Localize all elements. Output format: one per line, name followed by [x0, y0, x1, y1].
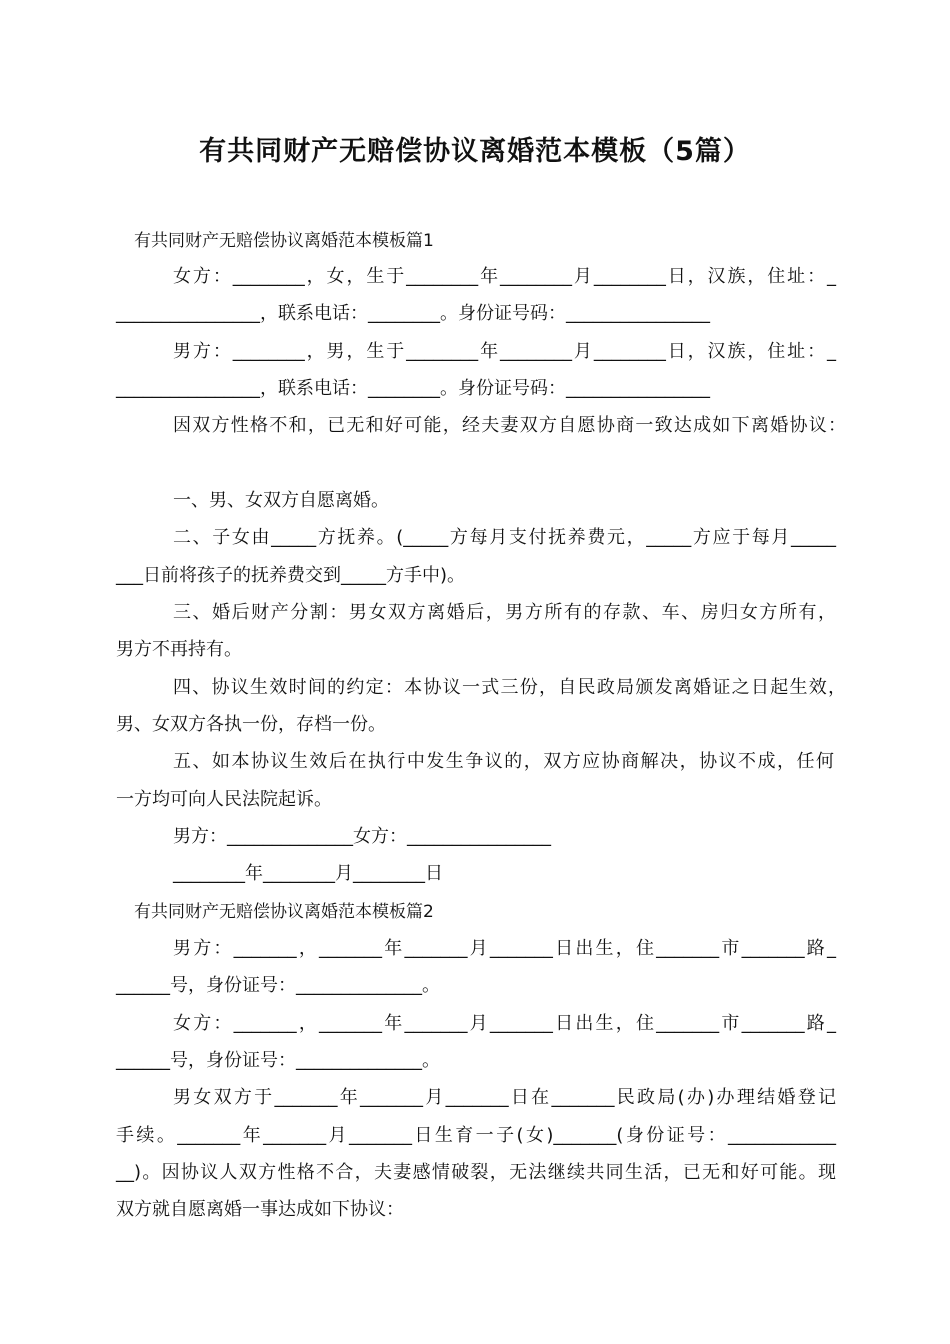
clause-4-line-1: 四、协议生效时间的约定：本协议一式三份，自民政局颁发离婚证之日起生效，: [173, 677, 846, 698]
child-birth-line: 手续。_______年_______月_______日生育一子(女)_______(身份证号：____________: [116, 1125, 836, 1146]
clause-3-line-1: 三、婚后财产分割：男女双方离婚后，男方所有的存款、车、房归女方所有，: [173, 602, 836, 623]
clause-5-line-2: 一方均可向人民法院起诉。: [116, 789, 332, 810]
clause-2-line-2: ___日前将孩子的抚养费交到_____方手中)。: [116, 565, 466, 586]
husband-contact-line: ________________，联系电话：________。身份证号码：________________: [116, 378, 710, 399]
clause-4-line-2: 男、女双方各执一份，存档一份。: [116, 714, 386, 735]
reason-line: __)。因协议人双方性格不合，夫妻感情破裂，无法继续共同生活，已无和好可能。现: [116, 1162, 836, 1183]
wife-info-line: 女方：________，女，生于________年________月________日，汉族，住址：_: [173, 266, 836, 287]
husband-info-line-2: 男方：_______，_______年_______月_______日出生，住_______市_______路_: [173, 938, 836, 959]
husband-info-line: 男方：________，男，生于________年________月________日，汉族，住址：_: [173, 341, 836, 362]
clause-2-line-1: 二、子女由_____方抚养。(_____方每月支付抚养费元，_____方应于每月_____: [173, 527, 836, 548]
clause-3-line-2: 男方不再持有。: [116, 639, 242, 660]
section-heading-1: 有共同财产无赔偿协议离婚范本模板篇1: [134, 231, 434, 251]
husband-id-line-2: ______号，身份证号：______________。: [116, 975, 440, 996]
document-title: 有共同财产无赔偿协议离婚范本模板（5篇）: [199, 136, 751, 167]
agreement-line: 双方就自愿离婚一事达成如下协议：: [116, 1199, 404, 1220]
wife-contact-line: ________________，联系电话：________。身份证号码：________________: [116, 303, 710, 324]
clause-5-line-1: 五、如本协议生效后在执行中发生争议的，双方应协商解决，协议不成，任何: [173, 751, 834, 772]
wife-info-line-2: 女方：_______，_______年_______月_______日出生，住_______市_______路_: [173, 1013, 836, 1034]
clause-1: 一、男、女双方自愿离婚。: [173, 490, 389, 511]
date-line: ________年________月________日: [173, 863, 443, 884]
agreement-intro-line: 因双方性格不和，已无和好可能，经夫妻双方自愿协商一致达成如下离婚协议：: [173, 415, 846, 436]
section-heading-2: 有共同财产无赔偿协议离婚范本模板篇2: [134, 902, 434, 922]
marriage-registration-line: 男女双方于_______年_______月_______日在_______民政局(办)办理结婚登记: [173, 1087, 836, 1108]
signature-line: 男方：______________女方：________________: [173, 826, 551, 847]
wife-id-line-2: ______号，身份证号：______________。: [116, 1050, 440, 1071]
